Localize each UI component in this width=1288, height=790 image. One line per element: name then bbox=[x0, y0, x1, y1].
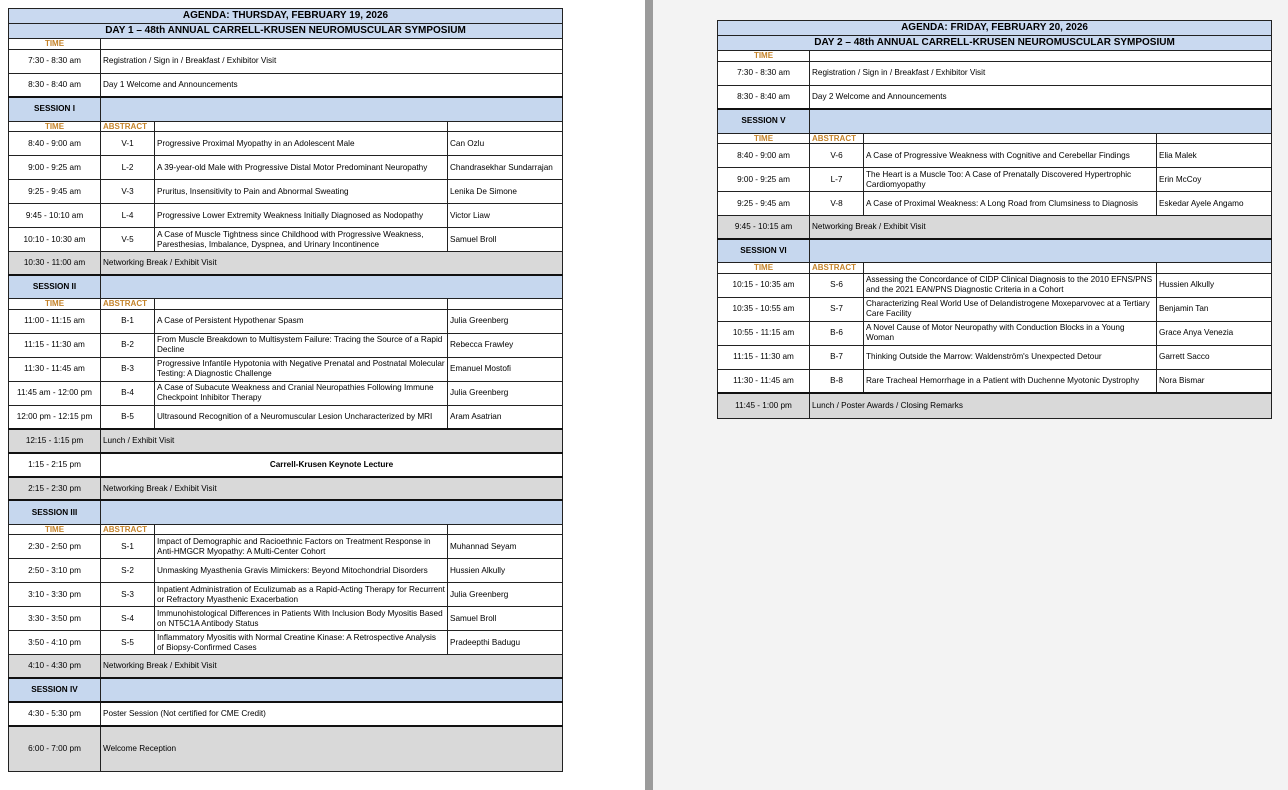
talk-row bbox=[9, 631, 563, 655]
row-activity: Day 2 Welcome and Announcements bbox=[810, 85, 1272, 109]
talk-title: Unmasking Myasthenia Gravis Mimickers: Beyond Mitochondrial Disorders bbox=[155, 559, 448, 583]
speaker-name: Julia Greenberg bbox=[448, 583, 563, 607]
talk-title: Progressive Proximal Myopathy in an Adolescent Male bbox=[155, 132, 448, 156]
day2-title-event: DAY 2 – 48th ANNUAL CARRELL-KRUSEN NEUROMUSCULAR SYMPOSIUM bbox=[718, 36, 1272, 51]
row-activity: Registration / Sign in / Breakfast / Exhibitor Visit bbox=[101, 49, 563, 73]
poster-time: 4:30 - 5:30 pm bbox=[9, 702, 101, 726]
talk-time: 11:15 - 11:30 am bbox=[718, 345, 810, 369]
abstract-code: B-3 bbox=[101, 357, 155, 381]
speaker-name: Nora Bismar bbox=[1157, 369, 1272, 393]
talk-row bbox=[718, 321, 1272, 345]
day1-title-date: AGENDA: THURSDAY, FEBRUARY 19, 2026 bbox=[9, 9, 563, 24]
break-row bbox=[9, 477, 563, 500]
abstract-code: B-4 bbox=[101, 381, 155, 405]
talk-title: A Case of Proximal Weakness: A Long Road from Clumsiness to Diagnosis bbox=[864, 192, 1157, 216]
talk-row bbox=[9, 607, 563, 631]
lunch-activity: Lunch / Exhibit Visit bbox=[101, 429, 563, 453]
day2-title-date: AGENDA: FRIDAY, FEBRUARY 20, 2026 bbox=[718, 21, 1272, 36]
abstract-column-label: ABSTRACT bbox=[810, 263, 864, 274]
abstract-code: B-7 bbox=[810, 345, 864, 369]
talk-time: 3:50 - 4:10 pm bbox=[9, 631, 101, 655]
abstract-column-label: ABSTRACT bbox=[810, 133, 864, 144]
abstract-code: B-5 bbox=[101, 405, 155, 429]
talk-time: 9:45 - 10:10 am bbox=[9, 204, 101, 228]
talk-time: 3:10 - 3:30 pm bbox=[9, 583, 101, 607]
talk-time: 11:15 - 11:30 am bbox=[9, 333, 101, 357]
time-column-label: TIME bbox=[9, 121, 101, 132]
row-time: 8:30 - 8:40 am bbox=[9, 73, 101, 97]
talk-row bbox=[9, 156, 563, 180]
talk-time: 3:30 - 3:50 pm bbox=[9, 607, 101, 631]
abstract-code: S-5 bbox=[101, 631, 155, 655]
abstract-code: S-4 bbox=[101, 607, 155, 631]
schedule-row bbox=[718, 85, 1272, 109]
abstract-code: L-7 bbox=[810, 168, 864, 192]
session-header bbox=[9, 275, 563, 299]
talk-title: From Muscle Breakdown to Multisystem Failure: Tracing the Source of a Rapid Decline bbox=[155, 333, 448, 357]
talk-title: Inpatient Administration of Eculizumab as a Rapid-Acting Therapy for Recurrent or Refractory Myasthenic Exacerbation bbox=[155, 583, 448, 607]
row-time: 7:30 - 8:30 am bbox=[9, 49, 101, 73]
talk-row bbox=[9, 333, 563, 357]
talk-time: 11:00 - 11:15 am bbox=[9, 309, 101, 333]
speaker-name: Chandrasekhar Sundarrajan bbox=[448, 156, 563, 180]
talk-time: 12:00 pm - 12:15 pm bbox=[9, 405, 101, 429]
break-activity: Networking Break / Exhibit Visit bbox=[101, 655, 563, 678]
break-time: 2:15 - 2:30 pm bbox=[9, 477, 101, 500]
talk-title: A Case of Progressive Weakness with Cognitive and Cerebellar Findings bbox=[864, 144, 1157, 168]
session-header bbox=[9, 678, 563, 702]
talk-title: The Heart is a Muscle Too: A Case of Prenatally Discovered Hypertrophic Cardiomyopathy bbox=[864, 168, 1157, 192]
reception-activity: Welcome Reception bbox=[101, 726, 563, 772]
session-header bbox=[718, 109, 1272, 133]
speaker-name: Hussien Alkully bbox=[448, 559, 563, 583]
schedule-row bbox=[9, 49, 563, 73]
talk-row bbox=[9, 228, 563, 252]
session-header bbox=[718, 239, 1272, 263]
abstract-code: B-8 bbox=[810, 369, 864, 393]
poster-activity: Poster Session (Not certified for CME Credit) bbox=[101, 702, 563, 726]
talk-time: 9:25 - 9:45 am bbox=[718, 192, 810, 216]
speaker-name: Julia Greenberg bbox=[448, 381, 563, 405]
session-name: SESSION II bbox=[9, 275, 101, 299]
talk-row bbox=[9, 535, 563, 559]
time-column-label: TIME bbox=[9, 299, 101, 310]
break-row bbox=[9, 655, 563, 678]
speaker-name: Samuel Broll bbox=[448, 228, 563, 252]
session-name: SESSION IV bbox=[9, 678, 101, 702]
talk-title: Pruritus, Insensitivity to Pain and Abnormal Sweating bbox=[155, 180, 448, 204]
talk-row bbox=[9, 381, 563, 405]
talk-time: 8:40 - 9:00 am bbox=[718, 144, 810, 168]
session-name: SESSION III bbox=[9, 500, 101, 524]
talk-title: A 39-year-old Male with Progressive Distal Motor Predominant Neuropathy bbox=[155, 156, 448, 180]
closing-row bbox=[718, 393, 1272, 418]
break-row bbox=[9, 252, 563, 275]
closing-time: 11:45 - 1:00 pm bbox=[718, 393, 810, 418]
talk-time: 9:00 - 9:25 am bbox=[9, 156, 101, 180]
talk-title: Progressive Lower Extremity Weakness Initially Diagnosed as Nodopathy bbox=[155, 204, 448, 228]
lunch-row bbox=[9, 429, 563, 453]
break-activity: Networking Break / Exhibit Visit bbox=[101, 252, 563, 275]
reception-time: 6:00 - 7:00 pm bbox=[9, 726, 101, 772]
abstract-code: L-4 bbox=[101, 204, 155, 228]
talk-title: A Case of Persistent Hypothenar Spasm bbox=[155, 309, 448, 333]
abstract-code: S-1 bbox=[101, 535, 155, 559]
abstract-code: V-5 bbox=[101, 228, 155, 252]
talk-row bbox=[9, 204, 563, 228]
talk-title: Characterizing Real World Use of Delandistrogene Moxeparvovec at a Tertiary Care Facility bbox=[864, 297, 1157, 321]
talk-title: Ultrasound Recognition of a Neuromuscular Lesion Uncharacterized by MRI bbox=[155, 405, 448, 429]
talk-row bbox=[718, 273, 1272, 297]
talk-time: 2:50 - 3:10 pm bbox=[9, 559, 101, 583]
speaker-name: Emanuel Mostofi bbox=[448, 357, 563, 381]
row-time: 7:30 - 8:30 am bbox=[718, 61, 810, 85]
abstract-code: V-6 bbox=[810, 144, 864, 168]
break-activity: Networking Break / Exhibit Visit bbox=[101, 477, 563, 500]
talk-title: A Case of Subacute Weakness and Cranial Neuropathies Following Immune Checkpoint Inhibitor Therapy bbox=[155, 381, 448, 405]
reception-row bbox=[9, 726, 563, 772]
page-divider bbox=[645, 0, 653, 790]
keynote-title: Carrell-Krusen Keynote Lecture bbox=[101, 453, 563, 477]
talk-title: Inflammatory Myositis with Normal Creatine Kinase: A Retrospective Analysis of Biopsy-Confirmed Cases bbox=[155, 631, 448, 655]
speaker-name: Hussien Alkully bbox=[1157, 273, 1272, 297]
talk-row bbox=[9, 583, 563, 607]
speaker-name: Julia Greenberg bbox=[448, 309, 563, 333]
abstract-code: S-3 bbox=[101, 583, 155, 607]
poster-row bbox=[9, 702, 563, 726]
day2-agenda-table bbox=[717, 20, 1272, 419]
speaker-name: Elia Malek bbox=[1157, 144, 1272, 168]
speaker-name: Rebecca Frawley bbox=[448, 333, 563, 357]
session-header bbox=[9, 500, 563, 524]
talk-time: 10:55 - 11:15 am bbox=[718, 321, 810, 345]
talk-time: 9:25 - 9:45 am bbox=[9, 180, 101, 204]
speaker-name: Pradeepthi Badugu bbox=[448, 631, 563, 655]
talk-row bbox=[9, 180, 563, 204]
abstract-code: S-2 bbox=[101, 559, 155, 583]
speaker-name: Eskedar Ayele Angamo bbox=[1157, 192, 1272, 216]
break-activity: Networking Break / Exhibit Visit bbox=[810, 216, 1272, 239]
break-row bbox=[718, 216, 1272, 239]
day1-title-event: DAY 1 – 48th ANNUAL CARRELL-KRUSEN NEUROMUSCULAR SYMPOSIUM bbox=[9, 24, 563, 39]
talk-title: Progressive Infantile Hypotonia with Negative Prenatal and Postnatal Molecular Testing: A Diagnostic Challenge bbox=[155, 357, 448, 381]
abstract-code: S-6 bbox=[810, 273, 864, 297]
abstract-code: B-1 bbox=[101, 309, 155, 333]
talk-time: 11:45 am - 12:00 pm bbox=[9, 381, 101, 405]
lunch-time: 12:15 - 1:15 pm bbox=[9, 429, 101, 453]
speaker-name: Can Ozlu bbox=[448, 132, 563, 156]
talk-title: Assessing the Concordance of CIDP Clinical Diagnosis to the 2010 EFNS/PNS and the 2021 EAN/PNS Diagnostic Criteria in a Cohort bbox=[864, 273, 1157, 297]
talk-time: 10:10 - 10:30 am bbox=[9, 228, 101, 252]
break-time: 4:10 - 4:30 pm bbox=[9, 655, 101, 678]
speaker-name: Erin McCoy bbox=[1157, 168, 1272, 192]
time-column-label: TIME bbox=[9, 39, 101, 50]
talk-title: Immunohistological Differences in Patients With Inclusion Body Myositis Based on NT5C1A Antibody Status bbox=[155, 607, 448, 631]
talk-row bbox=[9, 405, 563, 429]
session-header bbox=[9, 97, 563, 121]
keynote-row bbox=[9, 453, 563, 477]
talk-title: Rare Tracheal Hemorrhage in a Patient with Duchenne Myotonic Dystrophy bbox=[864, 369, 1157, 393]
talk-time: 8:40 - 9:00 am bbox=[9, 132, 101, 156]
talk-row bbox=[718, 168, 1272, 192]
abstract-column-label: ABSTRACT bbox=[101, 299, 155, 310]
abstract-code: V-1 bbox=[101, 132, 155, 156]
speaker-name: Grace Anya Venezia bbox=[1157, 321, 1272, 345]
speaker-name: Victor Liaw bbox=[448, 204, 563, 228]
talk-title: Thinking Outside the Marrow: Waldenström's Unexpected Detour bbox=[864, 345, 1157, 369]
talk-row bbox=[718, 144, 1272, 168]
abstract-code: V-3 bbox=[101, 180, 155, 204]
speaker-name: Benjamin Tan bbox=[1157, 297, 1272, 321]
speaker-name: Samuel Broll bbox=[448, 607, 563, 631]
abstract-column-label: ABSTRACT bbox=[101, 121, 155, 132]
break-time: 10:30 - 11:00 am bbox=[9, 252, 101, 275]
talk-row bbox=[718, 345, 1272, 369]
schedule-row bbox=[9, 73, 563, 97]
speaker-name: Aram Asatrian bbox=[448, 405, 563, 429]
abstract-code: S-7 bbox=[810, 297, 864, 321]
abstract-column-label: ABSTRACT bbox=[101, 524, 155, 535]
talk-title: A Case of Muscle Tightness since Childhood with Progressive Weakness, Paresthesias, Imbalance, Dyspnea, and Urinary Incontinence bbox=[155, 228, 448, 252]
row-activity: Day 1 Welcome and Announcements bbox=[101, 73, 563, 97]
speaker-name: Garrett Sacco bbox=[1157, 345, 1272, 369]
talk-row bbox=[9, 132, 563, 156]
keynote-time: 1:15 - 2:15 pm bbox=[9, 453, 101, 477]
talk-row bbox=[9, 559, 563, 583]
row-time: 8:30 - 8:40 am bbox=[718, 85, 810, 109]
day1-agenda-table bbox=[8, 8, 563, 772]
talk-title: A Novel Cause of Motor Neuropathy with Conduction Blocks in a Young Woman bbox=[864, 321, 1157, 345]
break-time: 9:45 - 10:15 am bbox=[718, 216, 810, 239]
time-column-label: TIME bbox=[718, 263, 810, 274]
abstract-code: L-2 bbox=[101, 156, 155, 180]
talk-row bbox=[9, 309, 563, 333]
schedule-row bbox=[718, 61, 1272, 85]
talk-row bbox=[718, 297, 1272, 321]
talk-time: 11:30 - 11:45 am bbox=[718, 369, 810, 393]
abstract-code: B-2 bbox=[101, 333, 155, 357]
speaker-name: Muhannad Seyam bbox=[448, 535, 563, 559]
talk-row bbox=[9, 357, 563, 381]
row-activity: Registration / Sign in / Breakfast / Exhibitor Visit bbox=[810, 61, 1272, 85]
talk-row bbox=[718, 369, 1272, 393]
talk-time: 9:00 - 9:25 am bbox=[718, 168, 810, 192]
time-column-label: TIME bbox=[718, 133, 810, 144]
abstract-code: B-6 bbox=[810, 321, 864, 345]
talk-time: 10:15 - 10:35 am bbox=[718, 273, 810, 297]
time-column-label: TIME bbox=[718, 51, 810, 62]
talk-time: 2:30 - 2:50 pm bbox=[9, 535, 101, 559]
session-name: SESSION I bbox=[9, 97, 101, 121]
talk-time: 11:30 - 11:45 am bbox=[9, 357, 101, 381]
session-name: SESSION VI bbox=[718, 239, 810, 263]
closing-activity: Lunch / Poster Awards / Closing Remarks bbox=[810, 393, 1272, 418]
speaker-name: Lenika De Simone bbox=[448, 180, 563, 204]
session-name: SESSION V bbox=[718, 109, 810, 133]
talk-title: Impact of Demographic and Racioethnic Factors on Treatment Response in Anti-HMGCR Myopathy: A Multi-Center Cohort bbox=[155, 535, 448, 559]
talk-time: 10:35 - 10:55 am bbox=[718, 297, 810, 321]
abstract-code: V-8 bbox=[810, 192, 864, 216]
talk-row bbox=[718, 192, 1272, 216]
time-column-label: TIME bbox=[9, 524, 101, 535]
